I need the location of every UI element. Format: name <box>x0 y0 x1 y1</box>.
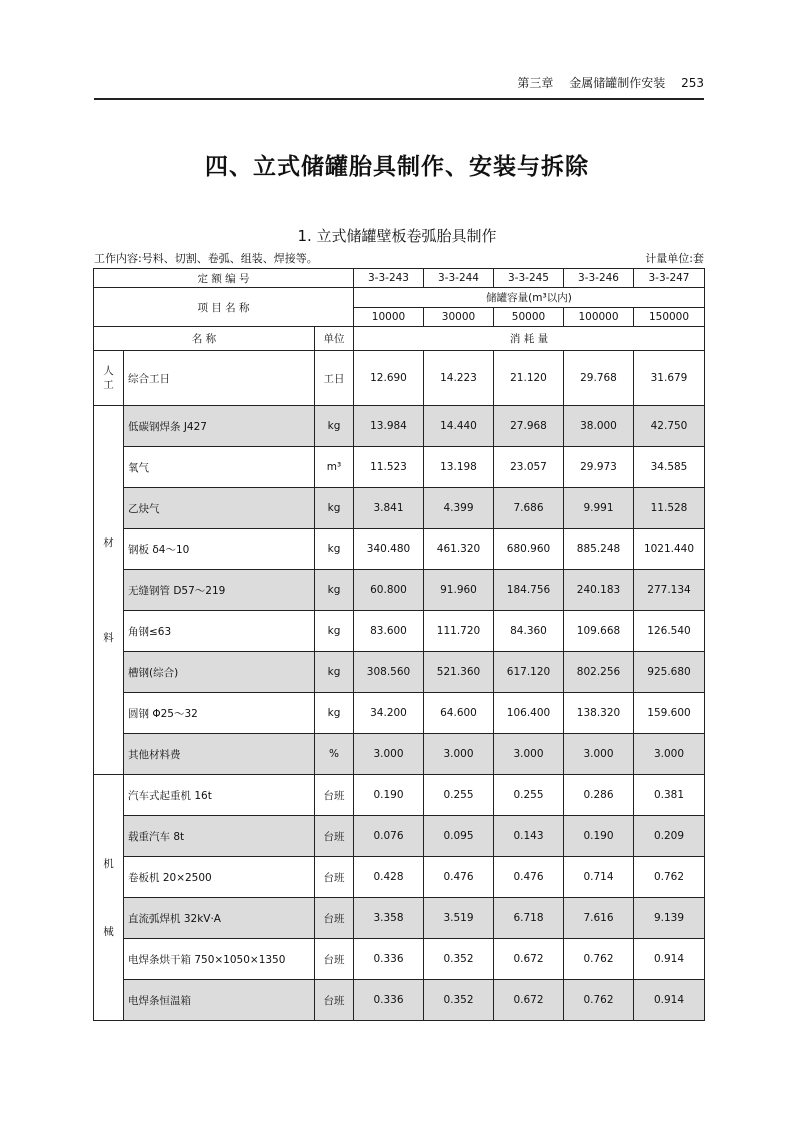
value-cell: 0.352 <box>424 980 494 1021</box>
item-unit: kg <box>315 406 354 447</box>
item-unit: % <box>315 734 354 775</box>
item-name: 槽钢(综合) <box>124 652 315 693</box>
value-cell: 11.523 <box>354 447 424 488</box>
value-cell: 126.540 <box>634 611 705 652</box>
value-cell: 0.209 <box>634 816 705 857</box>
item-unit: kg <box>315 488 354 529</box>
value-cell: 308.560 <box>354 652 424 693</box>
item-name: 卷板机 20×2500 <box>124 857 315 898</box>
value-cell: 0.914 <box>634 980 705 1021</box>
value-cell: 521.360 <box>424 652 494 693</box>
value-cell: 64.600 <box>424 693 494 734</box>
code-cell: 3-3-245 <box>494 269 564 288</box>
page-header <box>94 74 704 100</box>
value-cell: 0.428 <box>354 857 424 898</box>
table-meta <box>94 250 704 266</box>
code-cell: 3-3-243 <box>354 269 424 288</box>
value-cell: 0.336 <box>354 980 424 1021</box>
value-cell: 111.720 <box>424 611 494 652</box>
value-cell: 680.960 <box>494 529 564 570</box>
item-unit: kg <box>315 570 354 611</box>
item-name: 汽车式起重机 16t <box>124 775 315 816</box>
page-number: 253 <box>681 76 704 90</box>
value-cell: 9.139 <box>634 898 705 939</box>
value-cell: 60.800 <box>354 570 424 611</box>
value-cell: 109.668 <box>564 611 634 652</box>
section-label: 金属储罐制作安装 <box>569 76 666 90</box>
value-cell: 34.200 <box>354 693 424 734</box>
table-row <box>94 693 705 734</box>
value-cell: 3.000 <box>354 734 424 775</box>
item-label: 项 目 名 称 <box>94 288 354 327</box>
table-row <box>94 898 705 939</box>
value-cell: 240.183 <box>564 570 634 611</box>
item-unit: 台班 <box>315 939 354 980</box>
value-cell: 31.679 <box>634 351 705 406</box>
value-cell: 0.714 <box>564 857 634 898</box>
value-cell: 3.841 <box>354 488 424 529</box>
table-row <box>94 980 705 1021</box>
group-char: 料 <box>103 631 114 644</box>
item-name: 乙炔气 <box>124 488 315 529</box>
value-cell: 1021.440 <box>634 529 705 570</box>
table-row <box>94 570 705 611</box>
page-title: 四、立式储罐胎具制作、安装与拆除 <box>205 154 589 180</box>
group-char: 工 <box>103 379 114 391</box>
item-name: 无缝钢管 D57～219 <box>124 570 315 611</box>
capacity-cell: 100000 <box>564 308 634 327</box>
group-char: 机 <box>103 857 114 870</box>
group-char: 人 <box>103 365 114 377</box>
item-unit: 台班 <box>315 898 354 939</box>
value-cell: 0.476 <box>494 857 564 898</box>
group-label-material <box>94 406 124 775</box>
value-cell: 0.762 <box>564 939 634 980</box>
value-cell: 925.680 <box>634 652 705 693</box>
value-cell: 7.616 <box>564 898 634 939</box>
value-cell: 84.360 <box>494 611 564 652</box>
value-cell: 27.968 <box>494 406 564 447</box>
value-cell: 0.914 <box>634 939 705 980</box>
consumption-label: 消 耗 量 <box>354 327 705 351</box>
value-cell: 0.381 <box>634 775 705 816</box>
value-cell: 0.255 <box>494 775 564 816</box>
item-name: 其他材料费 <box>124 734 315 775</box>
table-row <box>94 611 705 652</box>
value-cell: 21.120 <box>494 351 564 406</box>
value-cell: 461.320 <box>424 529 494 570</box>
item-name: 综合工日 <box>124 351 315 406</box>
value-cell: 38.000 <box>564 406 634 447</box>
value-cell: 0.143 <box>494 816 564 857</box>
value-cell: 14.440 <box>424 406 494 447</box>
value-cell: 0.672 <box>494 980 564 1021</box>
value-cell: 9.991 <box>564 488 634 529</box>
value-cell: 3.519 <box>424 898 494 939</box>
value-cell: 0.255 <box>424 775 494 816</box>
capacity-cell: 50000 <box>494 308 564 327</box>
value-cell: 29.973 <box>564 447 634 488</box>
item-unit: 台班 <box>315 857 354 898</box>
item-name: 低碳钢焊条 J427 <box>124 406 315 447</box>
capacity-cell: 150000 <box>634 308 705 327</box>
item-name: 氧气 <box>124 447 315 488</box>
value-cell: 83.600 <box>354 611 424 652</box>
table-subtitle: 1. 立式储罐壁板卷弧胎具制作 <box>297 227 497 245</box>
code-cell: 3-3-244 <box>424 269 494 288</box>
value-cell: 0.190 <box>354 775 424 816</box>
table-row <box>94 816 705 857</box>
group-label-machine <box>94 775 124 1021</box>
value-cell: 3.000 <box>424 734 494 775</box>
value-cell: 14.223 <box>424 351 494 406</box>
code-cell: 3-3-247 <box>634 269 705 288</box>
value-cell: 159.600 <box>634 693 705 734</box>
value-cell: 802.256 <box>564 652 634 693</box>
value-cell: 138.320 <box>564 693 634 734</box>
value-cell: 885.248 <box>564 529 634 570</box>
value-cell: 3.000 <box>494 734 564 775</box>
group-char: 材 <box>103 536 114 549</box>
value-cell: 0.336 <box>354 939 424 980</box>
value-cell: 11.528 <box>634 488 705 529</box>
value-cell: 13.984 <box>354 406 424 447</box>
value-cell: 23.057 <box>494 447 564 488</box>
item-name: 直流弧焊机 32kV·A <box>124 898 315 939</box>
table-row <box>94 857 705 898</box>
item-name: 角钢≤63 <box>124 611 315 652</box>
item-unit: kg <box>315 693 354 734</box>
value-cell: 91.960 <box>424 570 494 611</box>
table-row <box>94 351 705 406</box>
group-label-labor <box>94 351 124 406</box>
table-row <box>94 447 705 488</box>
table-row <box>94 734 705 775</box>
table-row <box>94 775 705 816</box>
value-cell: 0.476 <box>424 857 494 898</box>
value-cell: 3.358 <box>354 898 424 939</box>
quota-table <box>93 268 705 1021</box>
item-name: 载重汽车 8t <box>124 816 315 857</box>
item-unit: kg <box>315 652 354 693</box>
name-col-label: 名 称 <box>94 327 315 351</box>
capacity-cell: 30000 <box>424 308 494 327</box>
item-unit: m³ <box>315 447 354 488</box>
unit-label: 计量单位:套 <box>645 252 704 265</box>
value-cell: 4.399 <box>424 488 494 529</box>
work-content: 工作内容:号料、切割、卷弧、组装、焊接等。 <box>94 252 318 265</box>
item-unit: 台班 <box>315 775 354 816</box>
item-unit: 台班 <box>315 816 354 857</box>
table-row <box>94 529 705 570</box>
unit-col-label: 单位 <box>315 327 354 351</box>
value-cell: 13.198 <box>424 447 494 488</box>
value-cell: 7.686 <box>494 488 564 529</box>
value-cell: 340.480 <box>354 529 424 570</box>
value-cell: 3.000 <box>634 734 705 775</box>
value-cell: 184.756 <box>494 570 564 611</box>
item-name: 电焊条烘干箱 750×1050×1350 <box>124 939 315 980</box>
item-name: 圆钢 Φ25～32 <box>124 693 315 734</box>
value-cell: 0.286 <box>564 775 634 816</box>
value-cell: 0.076 <box>354 816 424 857</box>
quota-label: 定 额 编 号 <box>94 269 354 288</box>
table-row <box>94 406 705 447</box>
value-cell: 0.762 <box>634 857 705 898</box>
capacity-label: 储罐容量(m³以内) <box>354 288 705 308</box>
value-cell: 0.190 <box>564 816 634 857</box>
table-row <box>94 939 705 980</box>
table-row <box>94 488 705 529</box>
item-name: 钢板 δ4～10 <box>124 529 315 570</box>
item-name: 电焊条恒温箱 <box>124 980 315 1021</box>
item-unit: 工日 <box>315 351 354 406</box>
value-cell: 617.120 <box>494 652 564 693</box>
chapter-label: 第三章 <box>517 76 554 90</box>
value-cell: 0.762 <box>564 980 634 1021</box>
item-unit: kg <box>315 611 354 652</box>
value-cell: 106.400 <box>494 693 564 734</box>
value-cell: 34.585 <box>634 447 705 488</box>
value-cell: 29.768 <box>564 351 634 406</box>
value-cell: 0.095 <box>424 816 494 857</box>
value-cell: 3.000 <box>564 734 634 775</box>
value-cell: 277.134 <box>634 570 705 611</box>
value-cell: 12.690 <box>354 351 424 406</box>
table-row <box>94 652 705 693</box>
group-char: 械 <box>103 925 114 938</box>
code-cell: 3-3-246 <box>564 269 634 288</box>
value-cell: 0.672 <box>494 939 564 980</box>
item-unit: kg <box>315 529 354 570</box>
value-cell: 0.352 <box>424 939 494 980</box>
item-unit: 台班 <box>315 980 354 1021</box>
value-cell: 42.750 <box>634 406 705 447</box>
value-cell: 6.718 <box>494 898 564 939</box>
capacity-cell: 10000 <box>354 308 424 327</box>
